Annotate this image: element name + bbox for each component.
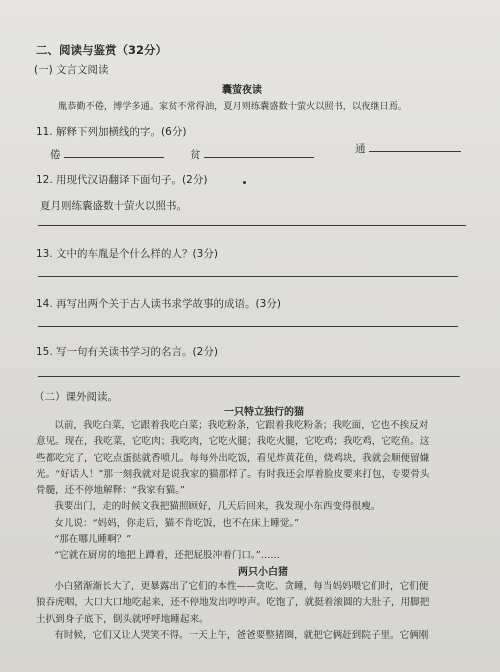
question-number: 12. bbox=[36, 174, 53, 186]
story1-line: “那在哪儿睡啊？” bbox=[54, 534, 132, 546]
question-13 bbox=[36, 246, 218, 261]
question-text: 解释下列加横线的字。(6分) bbox=[56, 126, 187, 138]
story1-line: 骨髓，还不停地解释：“我家有猫。” bbox=[36, 485, 185, 497]
story2-line: 狼吞虎咽，大口大口地吃起来，还不停地发出哼哼声。吃饱了，就挺着滚圆的大肚子，用脚把 bbox=[36, 597, 430, 609]
question-number: 14. bbox=[36, 298, 53, 310]
section-heading: 二、阅读与鉴赏（32分） bbox=[36, 43, 168, 57]
story2-text bbox=[36, 579, 466, 644]
q12-sentence: 夏月则练囊盛数十萤火以照书。 bbox=[40, 200, 187, 212]
question-text: 文中的车胤是个什么样的人？(3分) bbox=[56, 248, 218, 260]
q11-answer-line-3[interactable] bbox=[369, 151, 461, 152]
q14-answer-line[interactable] bbox=[38, 326, 458, 327]
q11-word-2: 贫 bbox=[190, 149, 201, 161]
story1-line: “它就在厨房的地把上蹲着，还把屁股冲着门口。”…… bbox=[54, 550, 280, 562]
story2-title: 两只小白猪 bbox=[238, 567, 288, 578]
story1-title: 一只特立独行的猫 bbox=[224, 407, 304, 418]
story2-line: 土扒到身子底下，倒头就呼呼地睡起来。 bbox=[36, 613, 209, 625]
story1-line: 意见。现在，我吃菜，它吃肉；我吃肉，它吃火腿；我吃火腿，它吃鸡；我吃鸡，它吃鱼。这 bbox=[36, 436, 430, 448]
part2-label: （二）课外阅读。 bbox=[34, 391, 118, 403]
part1-label: (一) 文言文阅读 bbox=[34, 64, 109, 76]
story2-line: 小白猪渐渐长大了，更暴露出了它们的本性——贪吃、贪睡，每当妈妈喂它们时，它们便 bbox=[54, 581, 429, 592]
q13-answer-line[interactable] bbox=[38, 276, 458, 277]
q12-answer-line[interactable] bbox=[38, 225, 466, 226]
question-text: 写一句有关读书学习的名言。(2分) bbox=[56, 346, 218, 358]
story2-line: 有时候，它们又让人哭笑不得。一天上午，爸爸要整猪圈，就把它俩赶到院子里。它俩刚 bbox=[54, 629, 429, 641]
passage-title: 囊萤夜读 bbox=[222, 85, 262, 96]
story1-text bbox=[36, 418, 466, 565]
story1-line: 女儿说：“妈妈，你走后，猫不肯吃饭，也不在床上睡觉。” bbox=[54, 517, 300, 529]
question-number: 13. bbox=[36, 248, 53, 260]
q15-answer-line[interactable] bbox=[38, 376, 460, 377]
question-15 bbox=[36, 344, 218, 359]
q11-word-1: 倦 bbox=[50, 149, 61, 161]
q11-answer-line-1[interactable] bbox=[64, 157, 164, 158]
q11-word-3: 通 bbox=[355, 143, 366, 155]
question-14 bbox=[36, 296, 281, 311]
question-number: 15. bbox=[36, 346, 53, 358]
question-number: 11. bbox=[36, 126, 53, 138]
question-text: 再写出两个关于古人读书求学故事的成语。(3分) bbox=[56, 298, 281, 310]
story1-line: 些都吃完了，它吃点蛋挞就香喷儿。每每外出吃饭，看见炸黄花鱼，烧鸡块，我就会顺便留嫌 bbox=[36, 452, 430, 464]
question-12 bbox=[36, 172, 207, 187]
passage-text: 胤恭勤不倦，博学多通。家贫不常得油，夏月则练囊盛数十萤火以照书，以夜继日焉。 bbox=[58, 101, 408, 112]
story1-line: 我要出门，走的时候文我把猫照顾好，几天后回来，我发现小东西变得很瘦。 bbox=[54, 501, 381, 513]
story1-line: 光。“好话人！”那一刻我就对是说我家的猫那样了。有时我还会厚着脸皮要来打包，专要骨头 bbox=[36, 468, 430, 480]
story1-line: 以前，我吃白菜，它跟着我吃白菜；我吃粉条，它跟着我吃粉条；我吃面，它也不挨反对 bbox=[54, 420, 429, 431]
q11-answer-line-2[interactable] bbox=[204, 157, 314, 158]
stray-mark bbox=[243, 181, 246, 184]
question-11 bbox=[36, 124, 186, 139]
question-text: 用现代汉语翻译下面句子。(2分) bbox=[56, 174, 208, 186]
